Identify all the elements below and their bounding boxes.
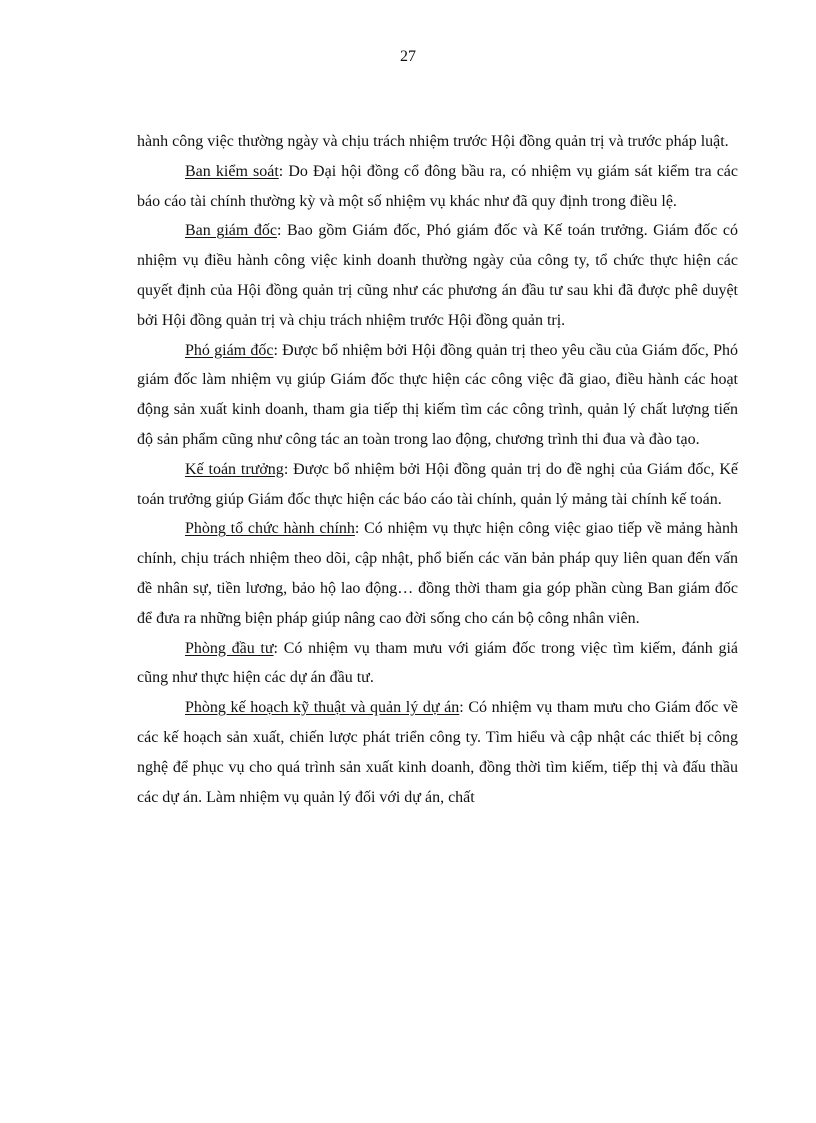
term-separator: : xyxy=(354,520,360,538)
term-separator: : xyxy=(276,222,282,240)
paragraph-text: hành công việc thường ngày và chịu trách nhiệm trước Hội đồng quản trị và trước pháp luật. xyxy=(137,133,729,150)
paragraph-phong-to-chuc-hanh-chinh xyxy=(137,514,738,633)
term-ban-giam-doc: Ban giám đốc xyxy=(185,222,277,240)
paragraph-phong-dau-tu xyxy=(137,634,738,694)
term-phong-ke-hoach-ky-thuat: Phòng kế hoạch kỹ thuật và quản lý dự án xyxy=(185,699,460,717)
term-separator: : xyxy=(273,341,278,359)
paragraph-text: Có nhiệm vụ tham mưu với giám đốc trong việc tìm kiếm, đánh giá cũng như thực hiện các dự án đầu tư. xyxy=(137,639,738,687)
paragraph-text: Được bổ nhiệm bởi Hội đồng quản trị theo yêu cầu của Giám đốc, Phó giám đốc làm nhiệm vụ giúp Giám đốc thực hiện các công việc đã giao, điều hành các hoạt động sản xuất kinh doanh, tham gia tiếp thị kiếm tìm các công trình, quản lý chất lượng tiến độ sản phẩm cũng như công tác an toàn trong lao động, chương trình thi đua và đào tạo. xyxy=(137,341,739,448)
term-separator: : xyxy=(273,639,278,657)
paragraph-text: Có nhiệm vụ tham mưu cho Giám đốc về các kế hoạch sản xuất, chiến lược phát triển công ty. Tìm hiểu và cập nhật các thiết bị công nghệ để phục vụ cho quá trình sản xuất kinh doanh, đồng thời tìm kiếm, tiếp thị và đấu thầu các dự án. Làm nhiệm vụ quản lý đối với dự án, chất xyxy=(137,699,738,806)
paragraph-text: Có nhiệm vụ thực hiện công việc giao tiếp về mảng hành chính, chịu trách nhiệm theo dõi, cập nhật, phổ biến các văn bản pháp quy liên quan đến vấn đề nhân sự, tiền lương, bảo hộ lao động… đồng thời tham gia góp phần cùng Ban giám đốc để đưa ra những biện pháp giúp nâng cao đời sống cho cán bộ công nhân viên. xyxy=(137,520,738,627)
page-number: 27 xyxy=(400,48,416,65)
term-ke-toan-truong: Kế toán trưởng xyxy=(185,460,284,478)
paragraph-text: Do Đại hội đồng cổ đông bầu ra, có nhiệm vụ giám sát kiểm tra các báo cáo tài chính thường kỳ và một số nhiệm vụ khác như đã quy định trong điều lệ. xyxy=(137,162,739,210)
term-ban-kiem-soat: Ban kiểm soát xyxy=(185,162,279,180)
paragraph-text: Được bổ nhiệm bởi Hội đồng quản trị do đề nghị của Giám đốc, Kế toán trưởng giúp Giám đốc thực hiện các báo cáo tài chính, quản lý mảng tài chính kế toán. xyxy=(137,460,739,508)
paragraph-continuation xyxy=(137,127,738,157)
body-text xyxy=(137,127,738,812)
term-separator: : xyxy=(459,699,464,717)
paragraph-pho-giam-doc xyxy=(137,336,738,455)
paragraph-ke-toan-truong xyxy=(137,455,738,515)
term-phong-dau-tu: Phòng đầu tư xyxy=(185,639,274,657)
term-separator: : xyxy=(278,162,284,180)
paragraph-ban-giam-doc xyxy=(137,216,738,335)
paragraph-phong-ke-hoach-ky-thuat xyxy=(137,693,738,812)
term-phong-to-chuc-hanh-chinh: Phòng tổ chức hành chính xyxy=(185,520,355,538)
paragraph-ban-kiem-soat xyxy=(137,157,738,217)
term-pho-giam-doc: Phó giám đốc xyxy=(185,341,274,359)
term-separator: : xyxy=(283,460,289,478)
paragraph-text: Bao gồm Giám đốc, Phó giám đốc và Kế toán trưởng. Giám đốc có nhiệm vụ điều hành công việc kinh doanh thường ngày của công ty, tổ chức thực hiện các quyết định của Hội đồng quản trị cũng như các phương án đầu tư sau khi đã được phê duyệt bởi Hội đồng quản trị và chịu trách nhiệm trước Hội đồng quản trị. xyxy=(137,222,738,329)
